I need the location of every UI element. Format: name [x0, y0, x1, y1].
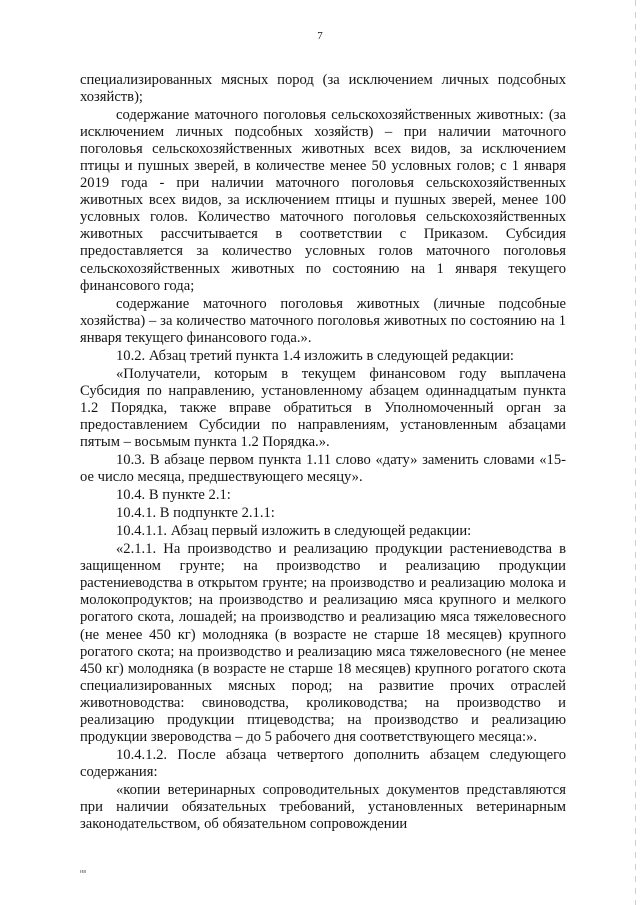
paragraph: содержание маточного поголовья животных (личные подсобные хозяйства) – за количество маточного поголовья животных по состоянию на 1 января текущего финансового года.». — [80, 295, 566, 346]
paragraph: 10.4.1. В подпункте 2.1.1: — [116, 505, 275, 522]
paragraph: 10.4. В пункте 2.1: — [116, 487, 231, 504]
paragraph: 10.3. В абзаце первом пункта 1.11 слово «дату» заменить словами «15-ое число месяца, предшествующего месяцу». — [80, 452, 566, 486]
paragraph: 10.2. Абзац третий пункта 1.4 изложить в следующей редакции: — [116, 347, 514, 364]
paragraph: 10.4.1.1. Абзац первый изложить в следующей редакции: — [116, 523, 472, 540]
paragraph: «Получатели, которым в текущем финансовом году выплачена Субсидия по направлению, установленному абзацем одиннадцатым пункта 1.2 Порядка, также вправе обратиться в Уполномоченный орган за предоставлением Субсидии по направлениям, установленным абзацами пятым – восьмым пункта 1.2 Порядка.». — [80, 365, 566, 450]
paragraph: «копии ветеринарных сопроводительных документов представляются при наличии обязательных требований, установленных ветеринарным законодательством, об обязательном сопровождении — [80, 781, 566, 833]
page-number: 7 — [317, 30, 323, 42]
paragraph: содержание маточного поголовья сельскохозяйственных животных: (за исключением личных подсобных хозяйств) – при наличии маточного поголовья сельскохозяйственных животных всех видов, за исключением птицы и пушных зверей, в количестве менее 50 условных голов; с 1 января 2019 года - при наличии маточного поголовья сельскохозяйственных животных всех видов, за исключением птицы и пушных зверей, менее 100 условных голов. Количество маточного поголовья сельскохозяйственных животных рассчитывается в соответствии с Приказом. Субсидия предоставляется за количество условных голов маточного поголовья сельскохозяйственных животных по состоянию на 1 января текущего финансового года; — [80, 107, 566, 294]
document-body — [80, 72, 566, 834]
scan-edge — [635, 0, 636, 905]
paragraph: 10.4.1.2. После абзаца четвертого дополнить абзацем следующего содержания: — [80, 746, 566, 780]
paragraph: специализированных мясных пород (за исключением личных подсобных хозяйств); — [80, 72, 566, 106]
footer-mark: нв — [80, 869, 87, 875]
paragraph: «2.1.1. На производство и реализацию продукции растениеводства в защищенном грунте; на производство и реализацию продукции растениеводства в открытом грунте; на производство и реализацию молока и молокопродуктов; на производство и реализацию мяса крупного и мелкого рогатого скота, лошадей; на производство и реализацию мяса тяжеловесного (не менее 450 кг) молодняка (в возрасте не старше 18 месяцев) крупного рогатого скота; на производство и реализацию мяса тяжеловесного (не менее 450 кг) молодняка (в возрасте не старше 18 месяцев) крупного рогатого скота специализированных мясных пород; на развитие прочих отраслей животноводства: свиноводства, кролиководства; на производство и реализацию продукции птицеводства; на производство и реализацию продукции звероводства – до 5 рабочего дня соответствующего месяца:». — [80, 541, 566, 745]
